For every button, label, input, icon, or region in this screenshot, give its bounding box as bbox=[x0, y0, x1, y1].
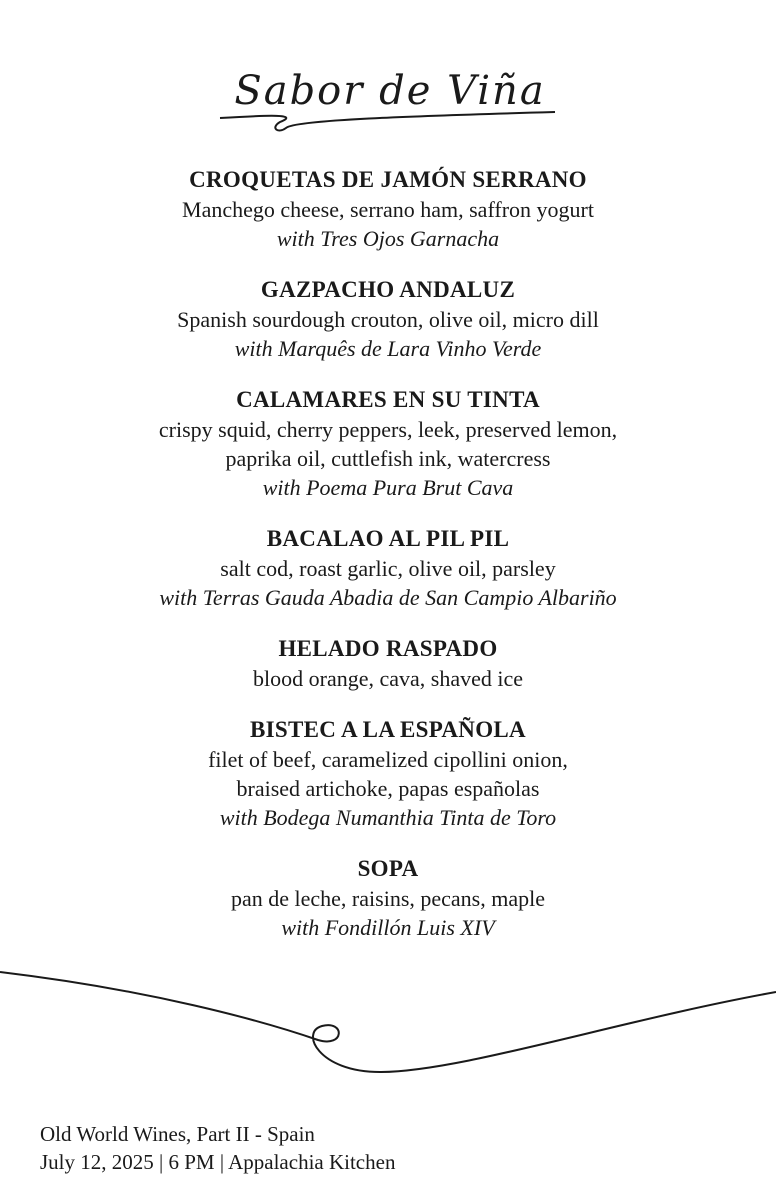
event-series: Old World Wines, Part II - Spain bbox=[40, 1122, 315, 1146]
wine-pairing: with Bodega Numanthia Tinta de Toro bbox=[219, 805, 557, 830]
course-item bbox=[0, 854, 776, 942]
course-name: HELADO RASPADO bbox=[278, 636, 498, 661]
wine-pairing: with Fondillón Luis XIV bbox=[281, 915, 495, 940]
brand-title: Sabor de Viña bbox=[234, 68, 546, 114]
brand-logo bbox=[210, 60, 570, 140]
course-item bbox=[0, 715, 776, 832]
course-description: crispy squid, cherry peppers, leek, preserved lemon, bbox=[158, 417, 618, 442]
course-description: blood orange, cava, shaved ice bbox=[253, 666, 523, 691]
course-name: BACALAO AL PIL PIL bbox=[266, 526, 510, 551]
course-name: CROQUETAS DE JAMÓN SERRANO bbox=[189, 167, 587, 192]
course-item bbox=[0, 634, 776, 693]
course-item bbox=[0, 524, 776, 612]
course-name: SOPA bbox=[357, 856, 419, 881]
event-footer bbox=[40, 1120, 395, 1176]
course-description: Manchego cheese, serrano ham, saffron yogurt bbox=[182, 197, 594, 222]
course-item bbox=[0, 165, 776, 253]
menu-courses bbox=[0, 165, 776, 964]
course-description: pan de leche, raisins, pecans, maple bbox=[231, 886, 545, 911]
wine-pairing: with Marquês de Lara Vinho Verde bbox=[234, 336, 542, 361]
event-details: July 12, 2025 | 6 PM | Appalachia Kitchen bbox=[40, 1150, 396, 1174]
course-description: Spanish sourdough crouton, olive oil, micro dill bbox=[177, 307, 599, 332]
course-name: GAZPACHO ANDALUZ bbox=[260, 277, 516, 302]
decorative-swoosh bbox=[0, 960, 776, 1090]
wine-pairing: with Tres Ojos Garnacha bbox=[276, 226, 500, 251]
course-item bbox=[0, 275, 776, 363]
wine-pairing: with Poema Pura Brut Cava bbox=[262, 475, 514, 500]
course-item bbox=[0, 385, 776, 502]
course-description: braised artichoke, papas españolas bbox=[236, 776, 540, 801]
course-description: filet of beef, caramelized cipollini onion, bbox=[208, 747, 568, 772]
course-name: CALAMARES EN SU TINTA bbox=[236, 387, 540, 412]
course-description: paprika oil, cuttlefish ink, watercress bbox=[225, 446, 551, 471]
wine-pairing: with Terras Gauda Abadia de San Campio Albariño bbox=[159, 585, 617, 610]
course-name: BISTEC A LA ESPAÑOLA bbox=[250, 717, 526, 742]
course-description: salt cod, roast garlic, olive oil, parsley bbox=[220, 556, 556, 581]
